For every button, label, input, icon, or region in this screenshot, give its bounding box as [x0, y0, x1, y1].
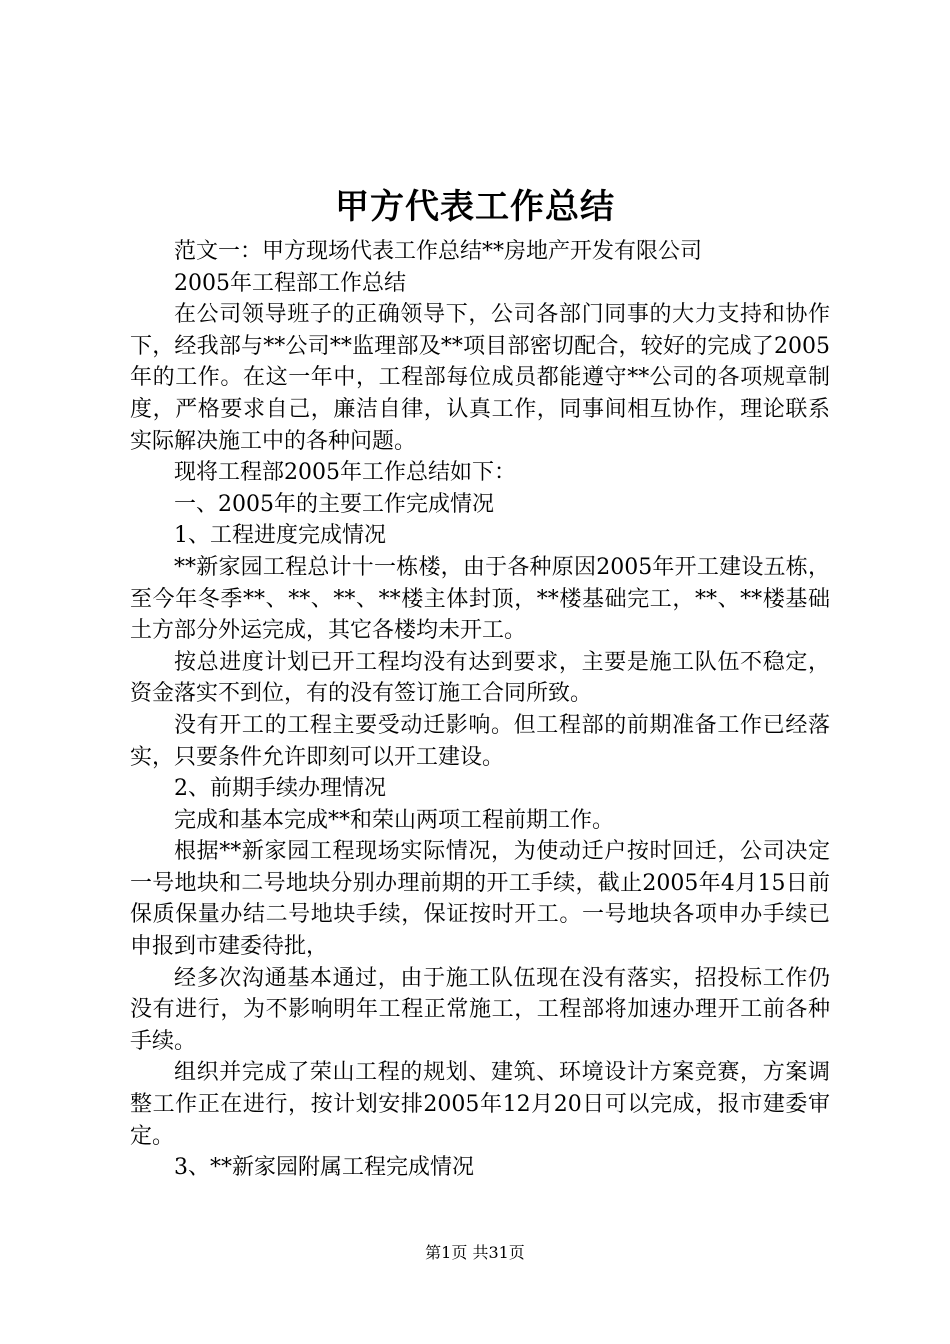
- paragraph: 完成和基本完成**和荣山两项工程前期工作。: [174, 807, 615, 833]
- paragraph: 按总进度计划已开工程均没有达到要求，主要是施工队伍不稳定，资金落实不到位，有的没有签订施工合同所致。: [130, 649, 830, 707]
- document-title: 甲方代表工作总结: [335, 187, 615, 227]
- paragraph: 2、前期手续办理情况: [174, 776, 386, 802]
- paragraph: 没有开工的工程主要受动迁影响。但工程部的前期准备工作已经落实，只要条件允许即刻可以开工建设。: [130, 712, 830, 770]
- paragraph: 2005年工程部工作总结: [174, 270, 406, 296]
- paragraph: 范文一：甲方现场代表工作总结**房地产开发有限公司: [174, 239, 703, 264]
- page-footer: 第1页 共31页: [425, 1243, 525, 1262]
- paragraph: 根据**新家园工程现场实际情况，为使动迁户按时回迁，公司决定一号地块和二号地块分别办理前期的开工手续，截止2005年4月15日前保质保量办结二号地块手续，保证按时开工。一号地块各项申办手续已申报到市建委待批，: [130, 839, 830, 960]
- paragraph: **新家园工程总计十一栋楼，由于各种原因2005年开工建设五栋，至今年冬季**、**、**、**楼主体封顶，**楼基础完工，**、**楼基础土方部分外运完成，其它各楼均未开工。: [130, 554, 830, 644]
- paragraph: 经多次沟通基本通过，由于施工队伍现在没有落实，招投标工作仍没有进行，为不影响明年工程正常施工，工程部将加速办理开工前各种手续。: [130, 965, 830, 1054]
- paragraph: 3、**新家园附属工程完成情况: [174, 1155, 474, 1181]
- paragraph: 1、工程进度完成情况: [174, 523, 386, 549]
- paragraph: 现将工程部2005年工作总结如下：: [174, 460, 516, 486]
- paragraph: 在公司领导班子的正确领导下，公司各部门同事的大力支持和协作下，经我部与**公司**监理部及**项目部密切配合，较好的完成了2005年的工作。在这一年中，工程部每位成员都能遵守**公司的各项规章制度，严格要求自己，廉洁自律，认真工作，同事间相互协作，理论联系实际解决施工中的各种问题。: [130, 302, 830, 454]
- document-body: [130, 236, 830, 1184]
- paragraph: 组织并完成了荣山工程的规划、建筑、环境设计方案竞赛，方案调整工作正在进行，按计划安排2005年12月20日可以完成，报市建委审定。: [130, 1060, 830, 1149]
- paragraph: 一、2005年的主要工作完成情况: [174, 491, 494, 517]
